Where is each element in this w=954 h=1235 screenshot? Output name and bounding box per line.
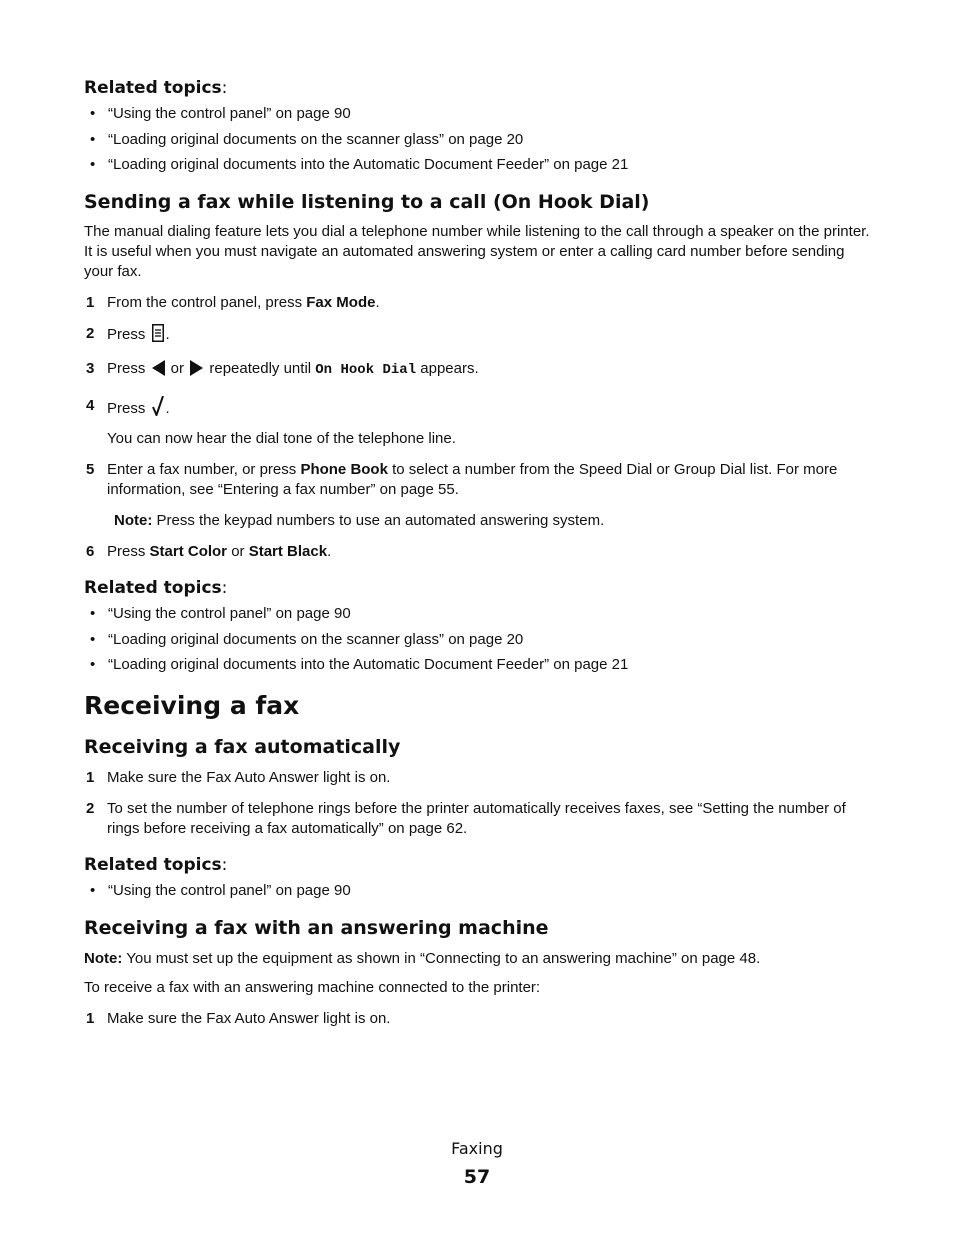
arrow-right-icon: [190, 360, 203, 382]
section-heading-on-hook-dial: Sending a fax while listening to a call (On Hook Dial): [84, 191, 650, 213]
related-topic-link[interactable]: • “Using the control panel” on page 90: [84, 604, 874, 624]
step-5-note: Note: Press the keypad numbers to use an automated answering system.: [114, 512, 605, 529]
related-topic-link[interactable]: • “Loading original documents on the scanner glass” on page 20: [84, 630, 874, 650]
step-6: 6 Press Start Color or Start Black.: [86, 543, 332, 560]
step-4-detail: You can now hear the dial tone of the telephone line.: [107, 430, 456, 447]
step-2: 2 Press .: [84, 324, 874, 348]
footer-page-number: 57: [463, 1166, 491, 1188]
related-topic-link[interactable]: • “Loading original documents on the scanner glass” on page 20: [84, 130, 874, 150]
section-heading-answering-machine: Receiving a fax with an answering machine: [84, 917, 549, 939]
related-topic-link[interactable]: • “Loading original documents into the Automatic Document Feeder” on page 21: [84, 155, 874, 175]
document-page: [84, 78, 874, 1029]
chapter-heading-receiving-a-fax: Receiving a fax: [84, 691, 300, 720]
auto-step-2: 2 To set the number of telephone rings before the printer automatically receives faxes, see “Setting the number of rings before receiving a fax automatically” on page 62.: [86, 800, 846, 837]
related-topic-link[interactable]: • “Loading original documents into the Automatic Document Feeder” on page 21: [84, 655, 874, 675]
menu-icon: [152, 324, 164, 348]
related-topics-title: Related topics:: [84, 855, 228, 875]
answering-step-1: 1 Make sure the Fax Auto Answer light is on.: [86, 1010, 391, 1027]
related-topic-link[interactable]: • “Using the control panel” on page 90: [84, 881, 874, 901]
arrow-left-icon: [152, 360, 165, 382]
step-1: 1 From the control panel, press Fax Mode.: [86, 294, 380, 311]
step-5: 5 Enter a fax number, or press Phone Book to select a number from the Speed Dial or Group Dial list. For more information, see “Entering a fax number” on page 55.: [86, 461, 838, 498]
answering-intro: To receive a fax with an answering machine connected to the printer:: [84, 979, 541, 996]
checkmark-icon: [152, 396, 164, 422]
related-topics-list: [84, 604, 874, 675]
section-heading-receiving-automatically: Receiving a fax automatically: [84, 736, 401, 758]
related-topics-list: [84, 104, 874, 175]
related-topics-title: Related topics:: [84, 578, 228, 598]
step-3: 3 Press or repeatedly until On Hook Dial appears.: [84, 359, 874, 382]
related-topics-1: [84, 78, 874, 175]
related-topic-link[interactable]: • “Using the control panel” on page 90: [84, 104, 874, 124]
step-4: 4 Press .: [84, 396, 874, 422]
auto-step-1: 1 Make sure the Fax Auto Answer light is on.: [86, 769, 391, 786]
related-topics-title: Related topics:: [84, 78, 228, 98]
related-topics-2: [84, 578, 874, 675]
related-topics-list: [84, 881, 874, 901]
related-topics-3: [84, 855, 874, 901]
on-hook-intro: The manual dialing feature lets you dial a telephone number while listening to the call through a speaker on the printer. It is useful when you must navigate an automated answering system or enter a calling card number before sending your fax.: [84, 223, 870, 280]
answering-note: Note: You must set up the equipment as shown in “Connecting to an answering machine” on page 48.: [84, 950, 761, 967]
footer-chapter-name: Faxing: [451, 1139, 503, 1158]
